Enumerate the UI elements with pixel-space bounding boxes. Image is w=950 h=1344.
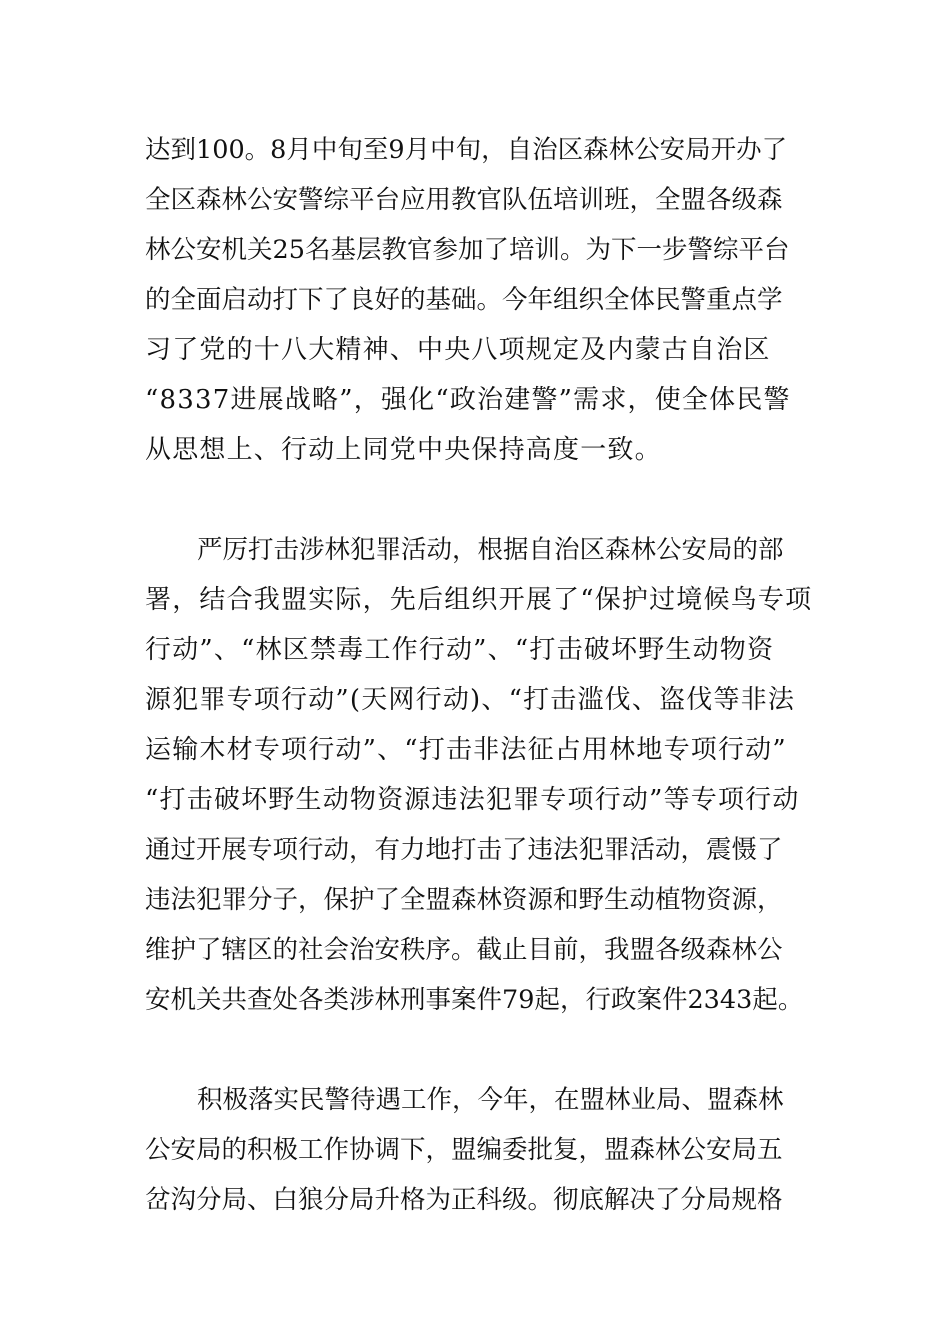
paragraph-2-line-7: 通过开展专项行动，有力地打击了违法犯罪活动，震慑了 xyxy=(145,835,783,865)
paragraph-1-line-1: 达到100。8月中旬至9月中旬，自治区森林公安局开办了 xyxy=(145,135,788,165)
paragraph-3-line-1: 积极落实民警待遇工作，今年，在盟林业局、盟森林 xyxy=(197,1085,784,1115)
paragraph-1-line-4: 的全面启动打下了良好的基础。今年组织全体民警重点学 xyxy=(145,285,783,315)
paragraph-2-line-5: 运输木材专项行动”、“打击非法征占用林地专项行动” xyxy=(145,735,787,765)
paragraph-2-line-9: 维护了辖区的社会治安秩序。截止目前，我盟各级森林公 xyxy=(145,935,783,965)
paragraph-2-line-2: 署，结合我盟实际，先后组织开展了“保护过境候鸟专项 xyxy=(145,585,813,615)
paragraph-1-line-7: 从思想上、行动上同党中央保持高度一致。 xyxy=(145,435,662,465)
paragraph-1-line-5: 习了党的十八大精神、中央八项规定及内蒙古自治区 xyxy=(145,335,771,365)
paragraph-2-line-6: “打击破坏野生动物资源违法犯罪专项行动”等专项行动 xyxy=(145,785,800,815)
paragraph-2-line-1: 严厉打击涉林犯罪活动，根据自治区森林公安局的部 xyxy=(197,535,784,565)
paragraph-2-line-3: 行动”、“林区禁毒工作行动”、“打击破坏野生动物资 xyxy=(145,635,775,665)
paragraph-2-line-10: 安机关共查处各类涉林刑事案件79起，行政案件2343起。 xyxy=(145,985,804,1015)
paragraph-3-line-3: 岔沟分局、白狼分局升格为正科级。彻底解决了分局规格 xyxy=(145,1185,783,1215)
paragraph-2-line-4: 源犯罪专项行动”(天网行动)、“打击滥伐、盗伐等非法 xyxy=(145,685,796,715)
paragraph-2-line-8: 违法犯罪分子，保护了全盟森林资源和野生动植物资源， xyxy=(145,885,783,915)
paragraph-1-line-3: 林公安机关25名基层教官参加了培训。为下一步警综平台 xyxy=(145,235,790,265)
paragraph-1-line-6: “8337进展战略”，强化“政治建警”需求，使全体民警 xyxy=(145,385,791,415)
paragraph-3-line-2: 公安局的积极工作协调下，盟编委批复，盟森林公安局五 xyxy=(145,1135,783,1165)
paragraph-1-line-2: 全区森林公安警综平台应用教官队伍培训班，全盟各级森 xyxy=(145,185,783,215)
